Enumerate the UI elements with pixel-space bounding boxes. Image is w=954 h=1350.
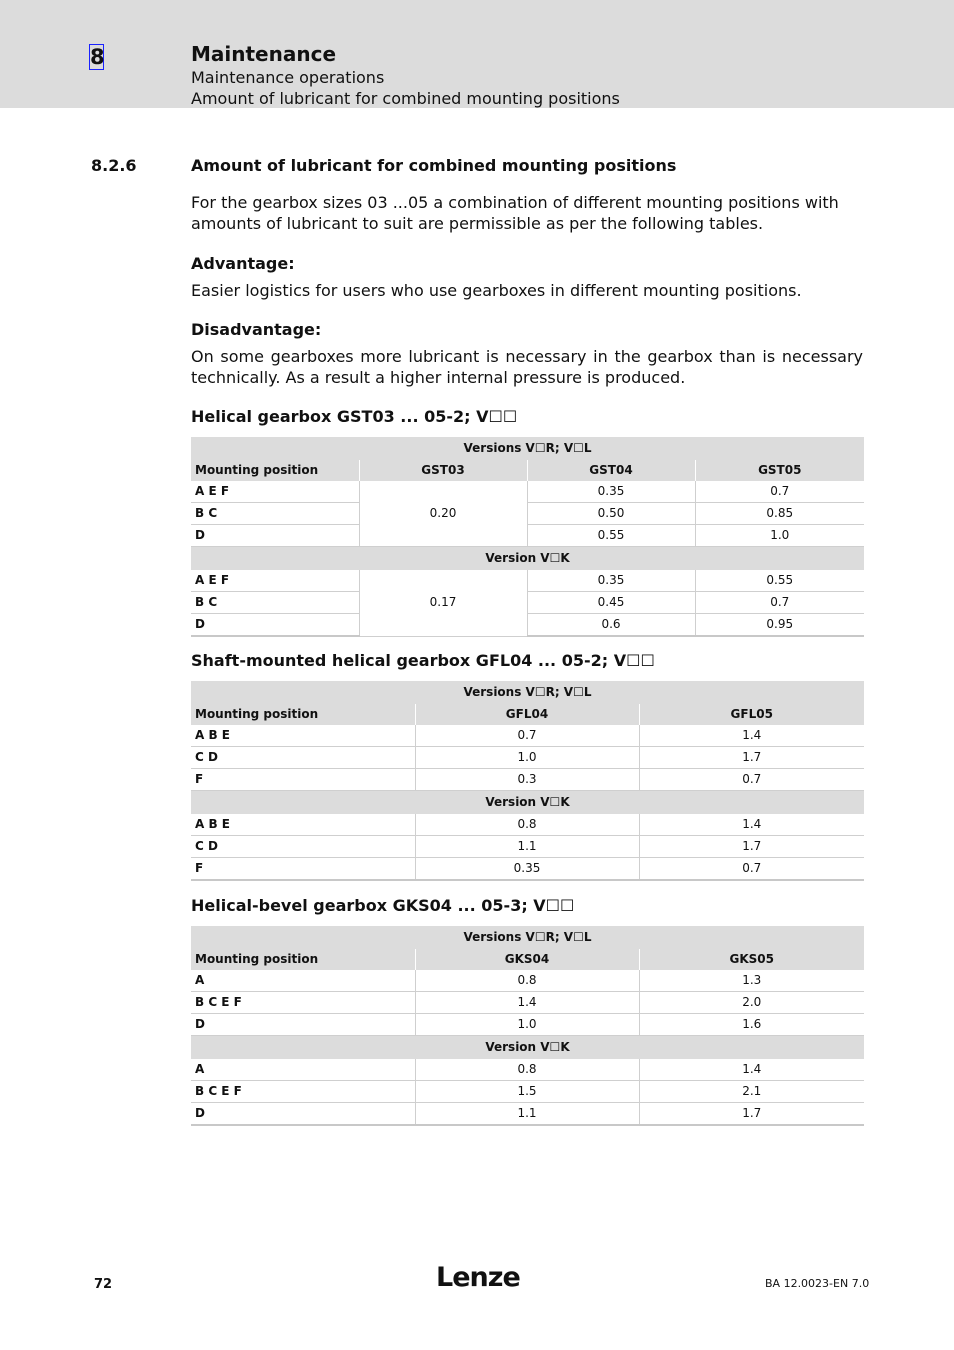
value-cell: 0.35 [527, 570, 695, 592]
value-cell: 0.95 [695, 614, 864, 637]
table-row [191, 769, 864, 791]
versions-header: Versions V☐R; V☐L [191, 681, 864, 704]
mounting-position-cell: F [191, 769, 415, 791]
page-number: 72 [94, 1277, 113, 1292]
document-reference: BA 12.0023-EN 7.0 [765, 1277, 870, 1290]
value-cell: 2.1 [639, 1081, 864, 1103]
column-header: GKS04 [415, 949, 639, 970]
section-title: Amount of lubricant for combined mounting positions [191, 156, 677, 175]
value-cell: 0.8 [415, 970, 639, 992]
advantage-label: Advantage: [191, 254, 295, 273]
mounting-position-header: Mounting position [191, 460, 359, 481]
value-cell: 2.0 [639, 992, 864, 1014]
versions-header: Versions V☐R; V☐L [191, 437, 864, 460]
merged-value-cell: 0.17 [359, 570, 527, 636]
table-row [191, 592, 864, 614]
value-cell: 0.6 [527, 614, 695, 637]
value-cell: 0.7 [639, 769, 864, 791]
table-title-gfl: Shaft-mounted helical gearbox GFL04 ... 05-2; V☐☐ [191, 651, 655, 670]
table-row [191, 992, 864, 1014]
table-row [191, 747, 864, 769]
chapter-title: Maintenance [191, 42, 337, 66]
table-row [191, 725, 864, 747]
lubricant-table-gst [191, 437, 864, 637]
table-row [191, 858, 864, 881]
mounting-position-cell: D [191, 1014, 415, 1036]
table-row [191, 814, 864, 836]
mounting-position-cell: D [191, 525, 359, 547]
value-cell: 1.3 [639, 970, 864, 992]
mounting-position-cell: B C [191, 592, 359, 614]
value-cell: 0.55 [695, 570, 864, 592]
column-header: GFL04 [415, 704, 639, 725]
table-row [191, 481, 864, 503]
column-header: GKS05 [639, 949, 864, 970]
version-k-header: Version V☐K [191, 1036, 864, 1060]
version-k-header: Version V☐K [191, 547, 864, 571]
column-header: GST04 [527, 460, 695, 481]
value-cell: 1.0 [415, 747, 639, 769]
value-cell: 1.0 [695, 525, 864, 547]
chapter-number: 8 [90, 45, 105, 69]
value-cell: 0.35 [527, 481, 695, 503]
mounting-position-cell: A [191, 1059, 415, 1081]
column-header: GFL05 [639, 704, 864, 725]
value-cell: 0.8 [415, 814, 639, 836]
value-cell: 0.35 [415, 858, 639, 881]
advantage-text: Easier logistics for users who use gearboxes in different mounting positions. [191, 281, 802, 300]
mounting-position-cell: A B E [191, 814, 415, 836]
table-row [191, 503, 864, 525]
mounting-position-cell: B C E F [191, 992, 415, 1014]
table-row [191, 970, 864, 992]
value-cell: 1.7 [639, 836, 864, 858]
table-row [191, 525, 864, 547]
mounting-position-cell: A B E [191, 725, 415, 747]
value-cell: 1.5 [415, 1081, 639, 1103]
table-row [191, 1081, 864, 1103]
value-cell: 0.7 [695, 481, 864, 503]
value-cell: 1.4 [639, 1059, 864, 1081]
disadvantage-label: Disadvantage: [191, 320, 322, 339]
value-cell: 0.50 [527, 503, 695, 525]
table-row [191, 614, 864, 637]
table-row [191, 1103, 864, 1126]
section-number: 8.2.6 [91, 156, 137, 175]
value-cell: 0.7 [415, 725, 639, 747]
chapter-subsubtitle: Amount of lubricant for combined mounting positions [191, 89, 620, 108]
intro-paragraph: For the gearbox sizes 03 ...05 a combination of different mounting positions with amounts of lubricant to suit are permissible as per the following tables. [191, 193, 839, 233]
lubricant-table-gks [191, 926, 864, 1126]
mounting-position-cell: B C E F [191, 1081, 415, 1103]
lubricant-table-gfl [191, 681, 864, 881]
table-row [191, 1059, 864, 1081]
versions-header: Versions V☐R; V☐L [191, 926, 864, 949]
lenze-logo: Lenze [436, 1262, 520, 1293]
mounting-position-header: Mounting position [191, 704, 415, 725]
value-cell: 1.1 [415, 1103, 639, 1126]
value-cell: 0.7 [639, 858, 864, 881]
chapter-subtitle: Maintenance operations [191, 68, 385, 87]
table-row [191, 836, 864, 858]
version-k-header: Version V☐K [191, 791, 864, 815]
table-title-gks: Helical-bevel gearbox GKS04 ... 05-3; V☐☐ [191, 896, 575, 915]
value-cell: 0.85 [695, 503, 864, 525]
mounting-position-cell: B C [191, 503, 359, 525]
value-cell: 1.0 [415, 1014, 639, 1036]
value-cell: 1.4 [639, 725, 864, 747]
column-header: GST03 [359, 460, 527, 481]
value-cell: 0.7 [695, 592, 864, 614]
mounting-position-header: Mounting position [191, 949, 415, 970]
mounting-position-cell: A E F [191, 481, 359, 503]
value-cell: 1.4 [639, 814, 864, 836]
mounting-position-cell: D [191, 1103, 415, 1126]
value-cell: 1.1 [415, 836, 639, 858]
mounting-position-cell: A E F [191, 570, 359, 592]
mounting-position-cell: F [191, 858, 415, 881]
value-cell: 1.7 [639, 747, 864, 769]
mounting-position-cell: A [191, 970, 415, 992]
value-cell: 1.4 [415, 992, 639, 1014]
table-title-gst: Helical gearbox GST03 ... 05-2; V☐☐ [191, 407, 518, 426]
value-cell: 0.55 [527, 525, 695, 547]
table-row [191, 570, 864, 592]
value-cell: 1.6 [639, 1014, 864, 1036]
column-header: GST05 [695, 460, 864, 481]
value-cell: 1.7 [639, 1103, 864, 1126]
merged-value-cell: 0.20 [359, 481, 527, 547]
value-cell: 0.3 [415, 769, 639, 791]
value-cell: 0.45 [527, 592, 695, 614]
disadvantage-text: On some gearboxes more lubricant is necessary in the gearbox than is necessary technically. As a result a higher internal pressure is produced. [191, 347, 863, 387]
value-cell: 0.8 [415, 1059, 639, 1081]
mounting-position-cell: D [191, 614, 359, 637]
mounting-position-cell: C D [191, 747, 415, 769]
mounting-position-cell: C D [191, 836, 415, 858]
table-row [191, 1014, 864, 1036]
